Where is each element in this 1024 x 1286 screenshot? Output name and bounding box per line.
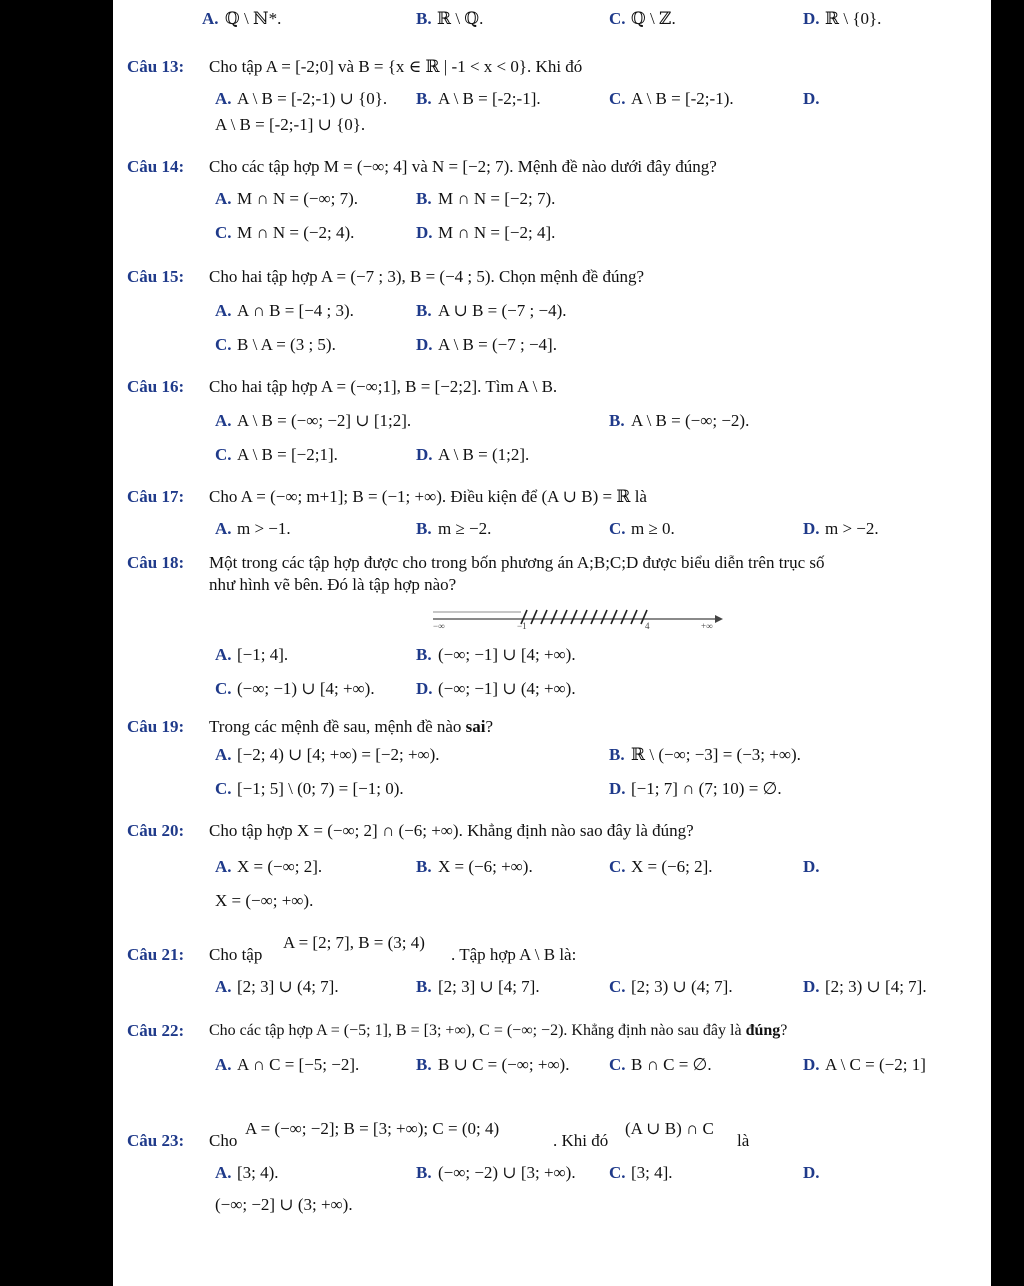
question-23-stem-math: A = (−∞; −2]; B = [3; +∞); C = (0; 4)	[245, 1119, 500, 1138]
question-21-stem: . Tập hợp A \ B là:	[451, 945, 577, 964]
question-14-number: Câu 14:	[127, 157, 185, 176]
q15-c-label: C.	[215, 335, 232, 354]
q20-a-label: A.	[215, 857, 232, 876]
q18-c-text: (−∞; −1) ∪ [4; +∞).	[237, 679, 375, 698]
question-19-stem: Trong các mệnh đề sau, mệnh đề nào sai?	[209, 717, 494, 736]
q21-a-text: [2; 3] ∪ (4; 7].	[237, 977, 339, 996]
q20-b-label: B.	[416, 857, 432, 876]
number-line-arrowhead	[715, 615, 723, 623]
q15-b-label: B.	[416, 301, 432, 320]
q13-a-label: A.	[215, 89, 232, 108]
question-20-stem: Cho tập hợp X = (−∞; 2] ∩ (−6; +∞). Khẳng định nào sao đây là đúng?	[209, 821, 694, 840]
q21-a-label: A.	[215, 977, 232, 996]
q16-b-label: B.	[609, 411, 625, 430]
q16-a-text: A \ B = (−∞; −2] ∪ [1;2].	[237, 411, 412, 430]
q18-d-text: (−∞; −1] ∪ (4; +∞).	[438, 679, 576, 698]
axis-label-minus-one: −1	[517, 621, 527, 631]
q19-c-label: C.	[215, 779, 232, 798]
question-13-number: Câu 13:	[127, 57, 185, 76]
question-17-number: Câu 17:	[127, 487, 185, 506]
q14-a-text: M ∩ N = (−∞; 7).	[237, 189, 359, 208]
question-19-stem-bold: sai	[465, 717, 486, 736]
number-line-figure	[433, 602, 723, 632]
question-22-number: Câu 22:	[127, 1021, 185, 1040]
q23-c-label: C.	[609, 1163, 626, 1182]
question-23-stem: . Khi đó	[553, 1131, 609, 1150]
q21-b-label: B.	[416, 977, 432, 996]
question-15-stem: Cho hai tập hợp A = (−7 ; 3), B = (−4 ; 5). Chọn mệnh đề đúng?	[209, 267, 644, 286]
q21-b-text: [2; 3] ∪ [4; 7].	[438, 977, 540, 996]
q20-b-text: X = (−6; +∞).	[438, 857, 533, 876]
question-23-stem-math2: (A ∪ B) ∩ C	[625, 1119, 714, 1138]
question-23-stem-end: là	[737, 1131, 750, 1150]
q21-d-text: [2; 3) ∪ [4; 7].	[825, 977, 927, 996]
question-18-stem: Một trong các tập hợp được cho trong bốn phương án A;B;C;D được biểu diễn trên trục số	[209, 553, 825, 572]
q15-d-text: A \ B = (−7 ; −4].	[438, 335, 557, 354]
q19-b-text: ℝ \ (−∞; −3] = (−3; +∞).	[631, 745, 801, 764]
question-19-number: Câu 19:	[127, 717, 185, 736]
question-18-number: Câu 18:	[127, 553, 185, 572]
q19-b-label: B.	[609, 745, 625, 764]
q13-c-text: A \ B = [-2;-1).	[631, 89, 734, 108]
q13-b-label: B.	[416, 89, 432, 108]
question-15-number: Câu 15:	[127, 267, 185, 286]
q23-b-label: B.	[416, 1163, 432, 1182]
top-option-b-text: ℝ \ ℚ.	[437, 9, 484, 28]
q17-a-label: A.	[215, 519, 232, 538]
q22-a-text: A ∩ C = [−5; −2].	[237, 1055, 360, 1074]
question-22-stem-bold: đúng	[745, 1022, 781, 1039]
q20-d-text: X = (−∞; +∞).	[215, 891, 314, 910]
q20-c-text: X = (−6; 2].	[631, 857, 713, 876]
q13-c-label: C.	[609, 89, 626, 108]
q18-d-label: D.	[416, 679, 433, 698]
q18-a-label: A.	[215, 645, 232, 664]
question-21-number: Câu 21:	[127, 945, 185, 964]
q21-c-label: C.	[609, 977, 626, 996]
top-option-b-label: B.	[416, 9, 432, 28]
q22-d-text: A \ C = (−2; 1]	[825, 1055, 926, 1074]
q16-b-text: A \ B = (−∞; −2).	[631, 411, 750, 430]
question-23-number: Câu 23:	[127, 1131, 185, 1150]
question-14-stem: Cho các tập hợp M = (−∞; 4] và N = [−2; 7). Mệnh đề nào dưới đây đúng?	[209, 157, 717, 176]
q14-d-text: M ∩ N = [−2; 4].	[438, 223, 556, 242]
question-13-stem: Cho tập A = [-2;0] và B = {x ∈ ℝ | -1 < x < 0}. Khi đó	[209, 57, 583, 76]
q22-c-text: B ∩ C = ∅.	[631, 1055, 712, 1074]
axis-label-neg-inf: −∞	[433, 621, 445, 631]
q20-d-label: D.	[803, 857, 820, 876]
question-17-stem: Cho A = (−∞; m+1]; B = (−1; +∞). Điều kiện để (A ∪ B) = ℝ là	[209, 487, 647, 506]
q19-a-label: A.	[215, 745, 232, 764]
q14-a-label: A.	[215, 189, 232, 208]
axis-label-four: 4	[645, 621, 650, 631]
q17-b-text: m ≥ −2.	[438, 519, 492, 538]
q17-c-label: C.	[609, 519, 626, 538]
q23-d-label: D.	[803, 1163, 820, 1182]
q13-d-label: D.	[803, 89, 820, 108]
q22-b-text: B ∪ C = (−∞; +∞).	[438, 1055, 570, 1074]
q23-c-text: [3; 4].	[631, 1163, 673, 1182]
q22-c-label: C.	[609, 1055, 626, 1074]
q13-a-text: A \ B = [-2;-1) ∪ {0}.	[237, 89, 388, 108]
q23-a-label: A.	[215, 1163, 232, 1182]
question-16-number: Câu 16:	[127, 377, 185, 396]
q18-b-label: B.	[416, 645, 432, 664]
q14-d-label: D.	[416, 223, 433, 242]
q16-a-label: A.	[215, 411, 232, 430]
q17-d-label: D.	[803, 519, 820, 538]
top-option-a-label: A.	[202, 9, 219, 28]
q15-c-text: B \ A = (3 ; 5).	[237, 335, 336, 354]
q22-a-label: A.	[215, 1055, 232, 1074]
q20-c-label: C.	[609, 857, 626, 876]
q23-d-text: (−∞; −2] ∪ (3; +∞).	[215, 1195, 353, 1214]
q16-c-label: C.	[215, 445, 232, 464]
top-option-c-label: C.	[609, 9, 626, 28]
q22-b-label: B.	[416, 1055, 432, 1074]
q17-c-text: m ≥ 0.	[631, 519, 675, 538]
q14-b-label: B.	[416, 189, 432, 208]
question-16-stem: Cho hai tập hợp A = (−∞;1], B = [−2;2]. Tìm A \ B.	[209, 377, 558, 396]
question-23-stem-pre: Cho	[209, 1131, 238, 1150]
question-18-stem-line2: như hình vẽ bên. Đó là tập hợp nào?	[209, 575, 457, 594]
q23-b-text: (−∞; −2) ∪ [3; +∞).	[438, 1163, 576, 1182]
q18-a-text: [−1; 4].	[237, 645, 289, 664]
q21-d-label: D.	[803, 977, 820, 996]
q14-c-text: M ∩ N = (−2; 4).	[237, 223, 355, 242]
q14-b-text: M ∩ N = [−2; 7).	[438, 189, 556, 208]
q14-c-label: C.	[215, 223, 232, 242]
q15-b-text: A ∪ B = (−7 ; −4).	[438, 301, 567, 320]
worksheet-page	[113, 0, 991, 1286]
q13-d-text: A \ B = [-2;-1] ∪ {0}.	[215, 115, 366, 134]
q15-a-text: A ∩ B = [−4 ; 3).	[237, 301, 354, 320]
q16-c-text: A \ B = [−2;1].	[237, 445, 338, 464]
q23-a-text: [3; 4).	[237, 1163, 279, 1182]
q15-a-label: A.	[215, 301, 232, 320]
q19-a-text: [−2; 4) ∪ [4; +∞) = [−2; +∞).	[237, 745, 440, 764]
q16-d-text: A \ B = (1;2].	[438, 445, 530, 464]
number-line-hatching	[521, 610, 647, 624]
top-option-d-label: D.	[803, 9, 820, 28]
q20-a-text: X = (−∞; 2].	[237, 857, 323, 876]
q17-b-label: B.	[416, 519, 432, 538]
q15-d-label: D.	[416, 335, 433, 354]
top-option-c-text: ℚ \ ℤ.	[631, 9, 676, 28]
q18-c-label: C.	[215, 679, 232, 698]
q13-b-text: A \ B = [-2;-1].	[438, 89, 541, 108]
q19-d-label: D.	[609, 779, 626, 798]
q17-d-text: m > −2.	[825, 519, 879, 538]
top-option-d-text: ℝ \ {0}.	[825, 9, 882, 28]
question-21-stem-math: A = [2; 7], B = (3; 4)	[283, 933, 425, 952]
question-21-stem-pre: Cho tập	[209, 945, 263, 964]
axis-label-pos-inf: +∞	[701, 621, 713, 631]
question-20-number: Câu 20:	[127, 821, 185, 840]
q19-c-text: [−1; 5] \ (0; 7) = [−1; 0).	[237, 779, 404, 798]
q17-a-text: m > −1.	[237, 519, 291, 538]
question-22-stem: Cho các tập hợp A = (−5; 1], B = [3; +∞), C = (−∞; −2). Khẳng định nào sau đây là đúng?	[209, 1022, 788, 1039]
q19-d-text: [−1; 7] ∩ (7; 10) = ∅.	[631, 779, 782, 798]
q21-c-text: [2; 3) ∪ (4; 7].	[631, 977, 733, 996]
q16-d-label: D.	[416, 445, 433, 464]
top-option-a-text: ℚ \ ℕ*.	[225, 9, 282, 28]
q22-d-label: D.	[803, 1055, 820, 1074]
q18-b-text: (−∞; −1] ∪ [4; +∞).	[438, 645, 576, 664]
